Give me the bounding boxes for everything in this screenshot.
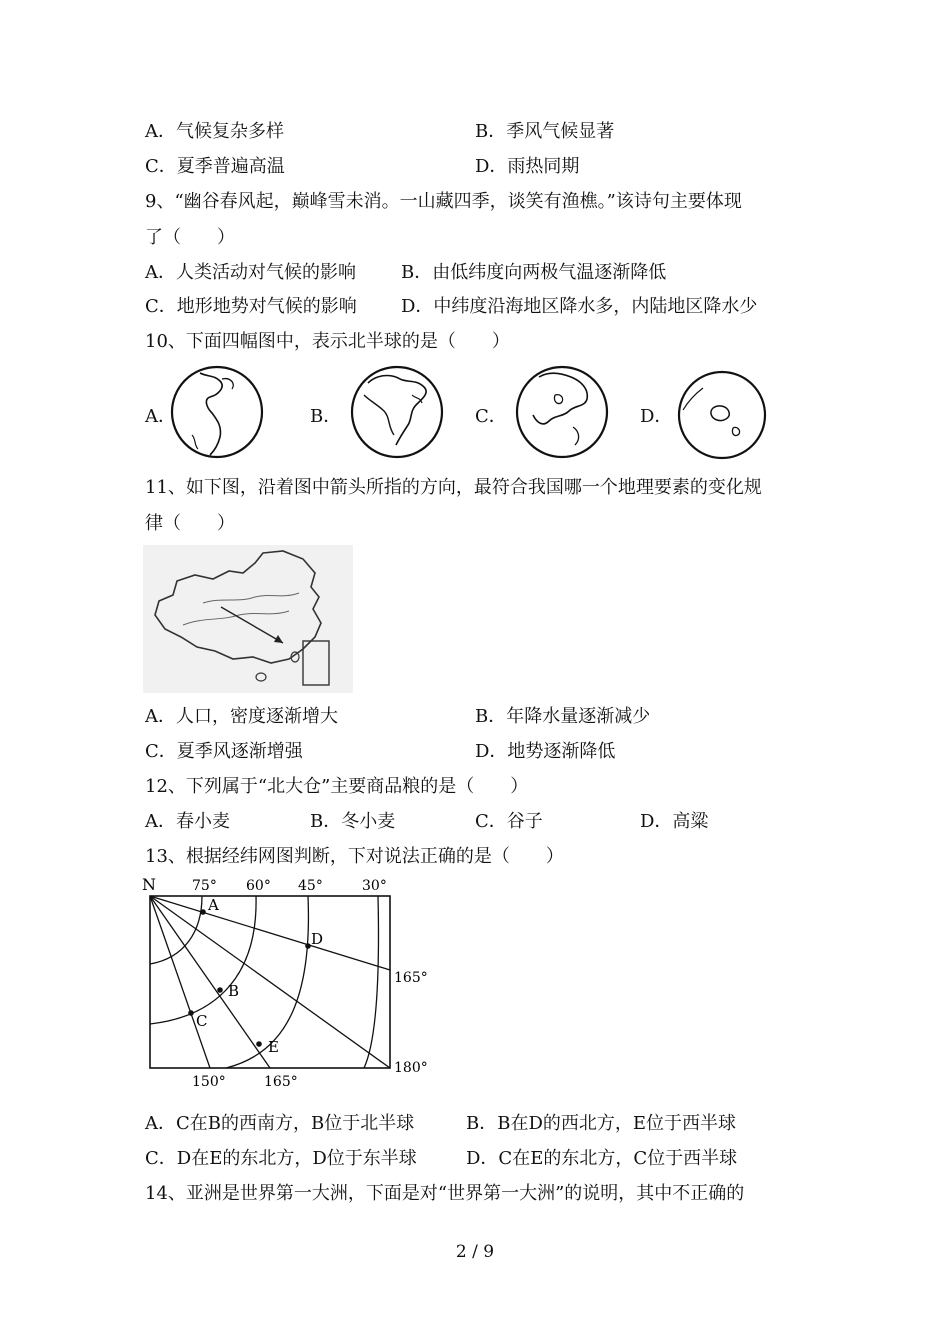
- q9-stem-line2: 了（ ）: [145, 227, 235, 248]
- point-d-label: D: [311, 930, 324, 948]
- globe-d-image: [677, 370, 767, 460]
- q10-label-b: B．: [310, 406, 342, 427]
- q9-option-b: B．由低纬度向两极气温逐渐降低: [401, 262, 667, 283]
- q8-option-c: C．夏季普遍高温: [145, 156, 285, 177]
- globe-b-image: [350, 365, 445, 460]
- q8-option-d: D．雨热同期: [475, 156, 580, 177]
- q13-stem: 13、根据经纬网图判断，下对说法正确的是（ ）: [145, 846, 564, 867]
- q10-stem: 10、下面四幅图中，表示北半球的是（ ）: [145, 331, 510, 352]
- q13-option-a: A．C在B的西南方，B位于北半球: [145, 1113, 415, 1134]
- q8-option-a: A．气候复杂多样: [145, 121, 284, 142]
- q9-option-c: C．地形地势对气候的影响: [145, 296, 357, 317]
- q10-label-a: A．: [145, 406, 176, 427]
- point-a-label: A: [208, 896, 219, 914]
- china-map-image: [143, 545, 353, 693]
- q11-option-d: D．地势逐渐降低: [475, 741, 616, 762]
- graticule-diagram: [140, 872, 440, 1090]
- q13-option-c: C．D在E的东北方，D位于东半球: [145, 1148, 417, 1169]
- q11-option-b: B．年降水量逐渐减少: [475, 706, 651, 727]
- q12-option-c: C．谷子: [475, 811, 543, 832]
- q10-label-c: C．: [475, 406, 507, 427]
- point-b-label: B: [228, 982, 240, 1000]
- q12-option-b: B．冬小麦: [310, 811, 396, 832]
- bottom-label-165: 165°: [264, 1074, 298, 1090]
- globe-c-image: [515, 365, 610, 460]
- top-label-60: 60°: [246, 878, 271, 894]
- point-c-label: C: [196, 1012, 208, 1030]
- right-label-180: 180°: [394, 1060, 428, 1076]
- page-number: 2 / 9: [455, 1242, 495, 1262]
- q11-option-a: A．人口，密度逐渐增大: [145, 706, 338, 727]
- north-label: N: [142, 875, 156, 894]
- q8-option-b: B．季风气候显著: [475, 121, 615, 142]
- q14-stem: 14、亚洲是世界第一大洲，下面是对“世界第一大洲”的说明，其中不正确的: [145, 1183, 745, 1204]
- globe-a-image: [170, 365, 265, 460]
- top-label-30: 30°: [362, 878, 387, 894]
- q9-stem-line1: 9、“幽谷春风起，巅峰雪未消。一山藏四季，谈笑有渔樵。”该诗句主要体现: [145, 191, 742, 212]
- q11-option-c: C．夏季风逐渐增强: [145, 741, 303, 762]
- q11-stem-line2: 律（ ）: [145, 513, 235, 534]
- q12-stem: 12、下列属于“北大仓”主要商品粮的是（ ）: [145, 776, 529, 797]
- q12-option-d: D．高粱: [640, 811, 709, 832]
- q9-option-d: D．中纬度沿海地区降水多，内陆地区降水少: [401, 296, 758, 317]
- q13-option-b: B．B在D的西北方，E位于西半球: [466, 1113, 737, 1134]
- top-label-75: 75°: [192, 878, 217, 894]
- bottom-label-150: 150°: [192, 1074, 226, 1090]
- q10-label-d: D．: [640, 406, 673, 427]
- q11-stem-line1: 11、如下图，沿着图中箭头所指的方向，最符合我国哪一个地理要素的变化规: [145, 477, 762, 498]
- point-e-label: E: [268, 1038, 279, 1056]
- right-label-165: 165°: [394, 970, 428, 986]
- q12-option-a: A．春小麦: [145, 811, 230, 832]
- q9-option-a: A．人类活动对气候的影响: [145, 262, 356, 283]
- q13-option-d: D．C在E的东北方，C位于西半球: [466, 1148, 738, 1169]
- top-label-45: 45°: [298, 878, 323, 894]
